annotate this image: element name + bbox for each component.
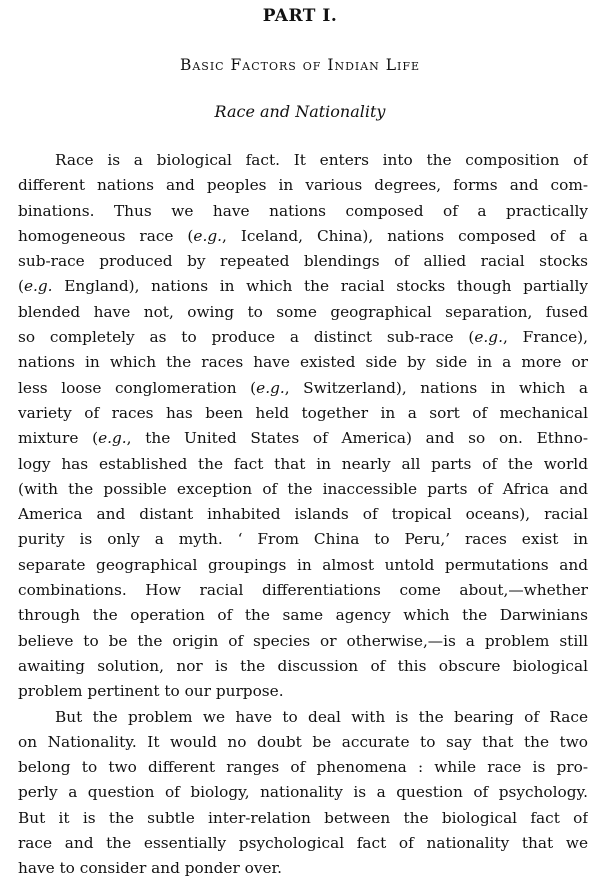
text-line: believe to be the origin of species or otherwise,—is a problem still — [18, 631, 588, 650]
text-line: America and distant inhabited islands of tropical oceans), racial — [18, 505, 588, 524]
text-line: race and the essentially psychological fact of nationality that we — [18, 834, 588, 853]
text-line: belong to two different ranges of phenomena : while race is pro- — [18, 758, 588, 777]
text-line: problem pertinent to our purpose. — [18, 682, 284, 701]
text-line: But it is the subtle inter-relation between the biological fact of — [18, 808, 588, 827]
text-line: (e.g. England), nations in which the racial stocks though partially — [18, 277, 588, 296]
text-line: binations. Thus we have nations composed of a practically — [18, 201, 588, 220]
paragraph — [18, 705, 588, 882]
text-line: mixture (e.g., the United States of America) and so on. Ethno- — [18, 429, 588, 448]
body-text — [18, 148, 588, 882]
text-line: combinations. How racial differentiations come about,—whether — [18, 581, 588, 600]
text-line: less loose conglomeration (e.g., Switzerland), nations in which a — [18, 378, 588, 397]
text-line: logy has established the fact that in nearly all parts of the world — [18, 454, 588, 473]
text-line: nations in which the races have existed side by side in a more or — [18, 353, 588, 372]
text-line: homogeneous race (e.g., Iceland, China), nations composed of a — [18, 226, 588, 245]
text-line: variety of races has been held together in a sort of mechanical — [18, 403, 588, 422]
paragraph — [18, 148, 588, 705]
text-line: purity is only a myth. ‘ From China to Peru,’ races exist in — [18, 530, 588, 549]
part-title: PART I. — [262, 6, 338, 26]
text-line: Race is a biological fact. It enters into the composition of — [55, 151, 588, 169]
text-line: through the operation of the same agency which the Darwinians — [18, 606, 588, 625]
text-line: awaiting solution, nor is the discussion of this obscure biological — [18, 656, 588, 675]
section-title: Basic Factors of Indian Life — [179, 56, 421, 74]
text-line: blended have not, owing to some geographical separation, fused — [18, 302, 588, 321]
subsection-title: Race and Nationality — [214, 102, 386, 121]
text-line: (with the possible exception of the inaccessible parts of Africa and — [18, 479, 588, 498]
text-line: But the problem we have to deal with is the bearing of Race — [55, 707, 588, 726]
text-line: so completely as to produce a distinct sub-race (e.g., France), — [18, 328, 588, 347]
text-line: separate geographical groupings in almost untold permutations and — [18, 555, 588, 574]
text-line: different nations and peoples in various degrees, forms and com- — [18, 176, 588, 195]
text-line: have to consider and ponder over. — [18, 859, 283, 878]
text-line: sub-race produced by repeated blendings of allied racial stocks — [18, 252, 588, 271]
text-line: on Nationality. It would no doubt be accurate to say that the two — [18, 732, 588, 751]
text-line: perly a question of biology, nationality is a question of psychology. — [18, 783, 588, 802]
